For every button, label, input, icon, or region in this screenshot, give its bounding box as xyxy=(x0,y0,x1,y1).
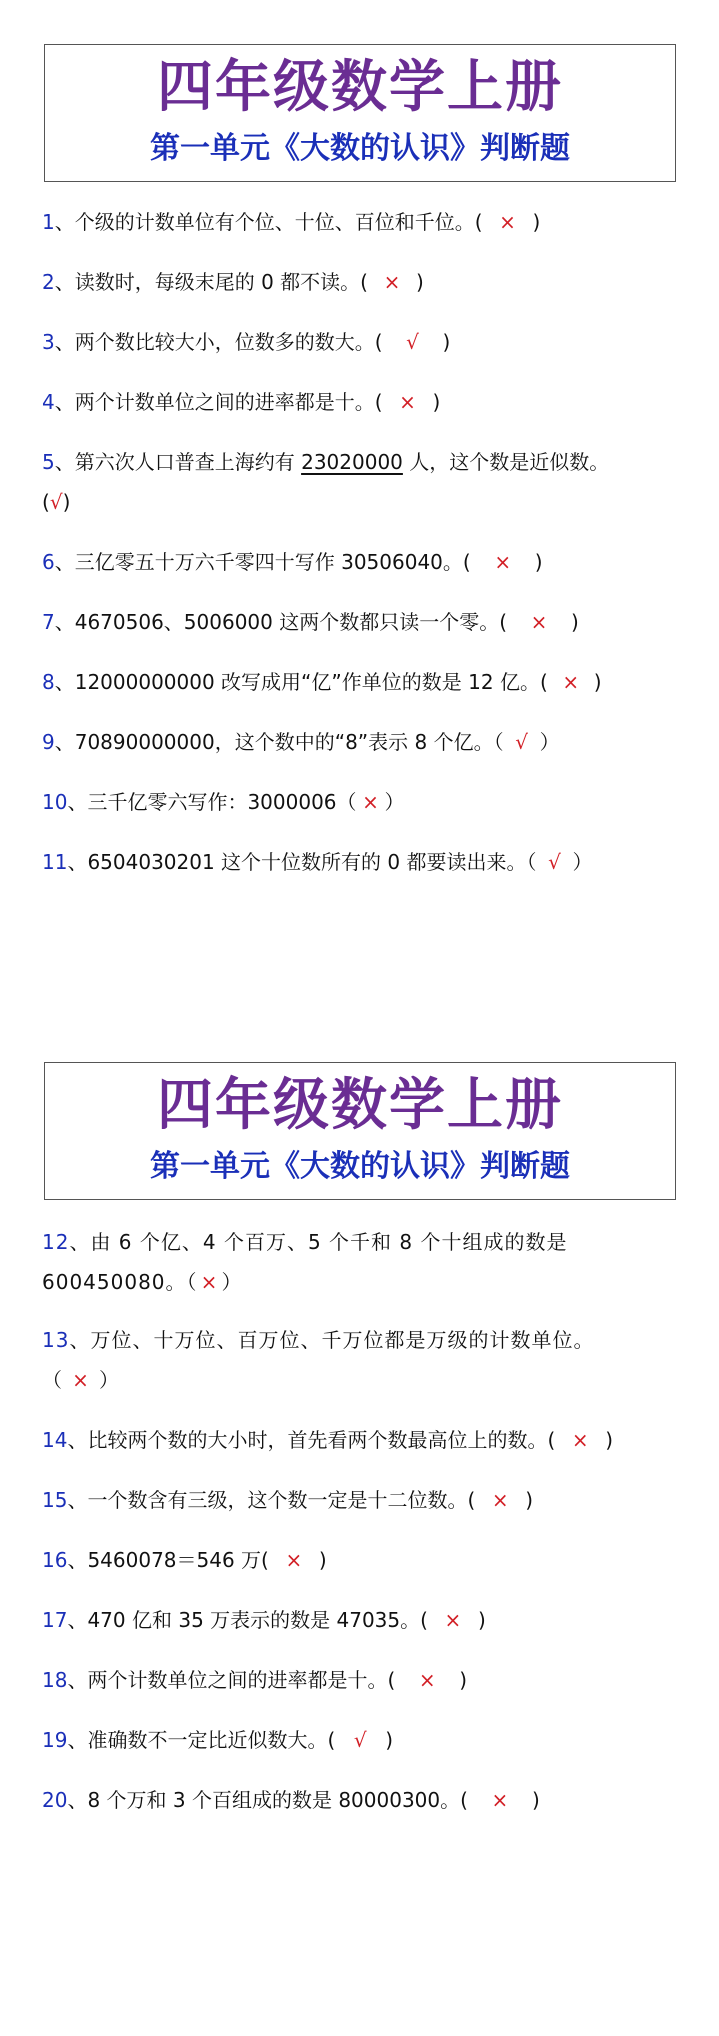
question-3 xyxy=(42,322,682,362)
question-text: 、5460078＝546 万( xyxy=(67,1548,269,1572)
question-19 xyxy=(42,1720,682,1760)
answer-mark: × xyxy=(383,270,401,294)
question-number: 12 xyxy=(42,1230,70,1254)
question-text: 、470 亿和 35 万表示的数是 47035。( xyxy=(67,1608,428,1632)
question-2 xyxy=(42,262,682,302)
question-close: ） xyxy=(221,1270,243,1294)
answer-mark: √ xyxy=(406,330,419,354)
question-number: 4 xyxy=(42,390,55,414)
question-close: ) xyxy=(534,550,543,574)
question-16 xyxy=(42,1540,682,1580)
answer-mark: × xyxy=(494,550,512,574)
question-text: 、准确数不一定比近似数大。( xyxy=(67,1728,336,1752)
question-close: ） xyxy=(572,850,593,874)
title-box-1 xyxy=(44,44,676,182)
question-number: 18 xyxy=(42,1668,68,1692)
question-text-tail: 人，这个数是近似数。 xyxy=(402,450,610,474)
question-6 xyxy=(42,542,682,582)
question-close: ) xyxy=(532,210,541,234)
question-number: 17 xyxy=(42,1608,68,1632)
page-subtitle: 第一单元《大数的认识》判断题 xyxy=(150,131,570,166)
question-11 xyxy=(42,842,682,882)
question-text: 、4670506、5006000 这两个数都只读一个零。( xyxy=(54,610,508,634)
question-close: ) xyxy=(571,610,579,634)
answer-mark: × xyxy=(491,1788,509,1812)
question-9 xyxy=(42,722,682,762)
answer-mark: √ xyxy=(515,730,528,754)
question-number: 16 xyxy=(42,1548,68,1572)
question-close: ) xyxy=(459,1668,468,1692)
question-text: 、12000000000 改写成用“亿”作单位的数是 12 亿。( xyxy=(54,670,548,694)
question-13 xyxy=(42,1320,682,1400)
question-4 xyxy=(42,382,682,422)
answer-mark: × xyxy=(200,1270,219,1294)
question-number: 20 xyxy=(42,1788,68,1812)
question-close: ) xyxy=(318,1548,327,1572)
page-title: 四年级数学上册 xyxy=(157,1072,563,1138)
question-text: 、两个数比较大小，位数多的数大。( xyxy=(54,330,383,354)
question-text: 、三千亿零六写作：3000006（ xyxy=(67,790,357,814)
question-text: 、比较两个数的大小时，首先看两个数最高位上的数。( xyxy=(67,1428,556,1452)
question-open: ( xyxy=(42,490,50,514)
question-text: 、两个计数单位之间的进率都是十。( xyxy=(67,1668,396,1692)
question-5 xyxy=(42,442,682,522)
answer-mark: × xyxy=(399,390,416,414)
question-number: 3 xyxy=(42,330,55,354)
question-14 xyxy=(42,1420,682,1460)
answer-mark: × xyxy=(285,1548,303,1572)
answer-mark: × xyxy=(444,1608,462,1632)
question-close: ) xyxy=(477,1608,486,1632)
question-number: 8 xyxy=(42,670,55,694)
answer-mark: × xyxy=(499,210,516,234)
answer-mark: × xyxy=(571,1428,589,1452)
question-close: ) xyxy=(415,270,424,294)
answer-mark: √ xyxy=(548,850,561,874)
question-text: 、两个计数单位之间的进率都是十。( xyxy=(54,390,383,414)
question-close: ） xyxy=(539,730,560,754)
question-text-line2: 600450080。（ xyxy=(42,1270,198,1294)
question-number: 2 xyxy=(42,270,55,294)
question-12 xyxy=(42,1222,682,1302)
underlined-number: 23020000 xyxy=(301,450,403,474)
question-close: ) xyxy=(531,1788,540,1812)
question-number: 13 xyxy=(42,1328,70,1352)
question-text: 、三亿零五十万六千零四十写作 30506040。( xyxy=(54,550,471,574)
question-number: 7 xyxy=(42,610,55,634)
question-8 xyxy=(42,662,682,702)
question-close: ) xyxy=(62,490,71,514)
question-close: ) xyxy=(605,1428,614,1452)
answer-mark: × xyxy=(491,1488,509,1512)
question-close: ) xyxy=(525,1488,534,1512)
page-title: 四年级数学上册 xyxy=(157,54,563,120)
answer-mark: √ xyxy=(49,490,63,514)
question-number: 1 xyxy=(42,210,55,234)
question-text: 、万位、十万位、百万位、千万位都是万级的计数单位。 xyxy=(69,1328,595,1352)
question-20 xyxy=(42,1780,682,1820)
question-close: ) xyxy=(593,670,602,694)
question-text: 、一个数含有三级，这个数一定是十二位数。( xyxy=(67,1488,476,1512)
question-close: ） xyxy=(384,790,405,814)
question-close: ) xyxy=(432,390,441,414)
question-number: 19 xyxy=(42,1728,68,1752)
answer-mark: × xyxy=(562,670,580,694)
question-text: 、由 6 个亿、4 个百万、5 个千和 8 个十组成的数是 xyxy=(69,1230,568,1254)
question-text: 、6504030201 这个十位数所有的 0 都要读出来。（ xyxy=(67,850,537,874)
question-close: ) xyxy=(385,1728,394,1752)
question-text: 、第六次人口普查上海约有 xyxy=(54,450,302,474)
question-open: （ xyxy=(42,1368,63,1392)
answer-mark: × xyxy=(530,610,548,634)
question-15 xyxy=(42,1480,682,1520)
question-text: 、70890000000，这个数中的“8”表示 8 个亿。（ xyxy=(54,730,504,754)
answer-mark: × xyxy=(72,1368,90,1392)
question-close: ） xyxy=(99,1368,120,1392)
question-number: 14 xyxy=(42,1428,68,1452)
question-number: 11 xyxy=(42,850,68,874)
question-number: 5 xyxy=(42,450,55,474)
question-number: 9 xyxy=(42,730,55,754)
answer-mark: √ xyxy=(353,1728,367,1752)
question-7 xyxy=(42,602,682,642)
question-1 xyxy=(42,202,682,242)
question-number: 10 xyxy=(42,790,68,814)
question-10 xyxy=(42,782,682,822)
question-number: 15 xyxy=(42,1488,68,1512)
answer-mark: × xyxy=(418,1668,436,1692)
title-box-2 xyxy=(44,1062,676,1200)
question-18 xyxy=(42,1660,682,1700)
page-subtitle: 第一单元《大数的认识》判断题 xyxy=(150,1149,570,1184)
question-17 xyxy=(42,1600,682,1640)
question-number: 6 xyxy=(42,550,55,574)
answer-mark: × xyxy=(362,790,379,814)
question-text: 、个级的计数单位有个位、十位、百位和千位。( xyxy=(54,210,483,234)
question-text: 、读数时，每级末尾的 0 都不读。( xyxy=(54,270,368,294)
question-text: 、8 个万和 3 个百组成的数是 80000300。( xyxy=(67,1788,468,1812)
question-close: ) xyxy=(442,330,451,354)
